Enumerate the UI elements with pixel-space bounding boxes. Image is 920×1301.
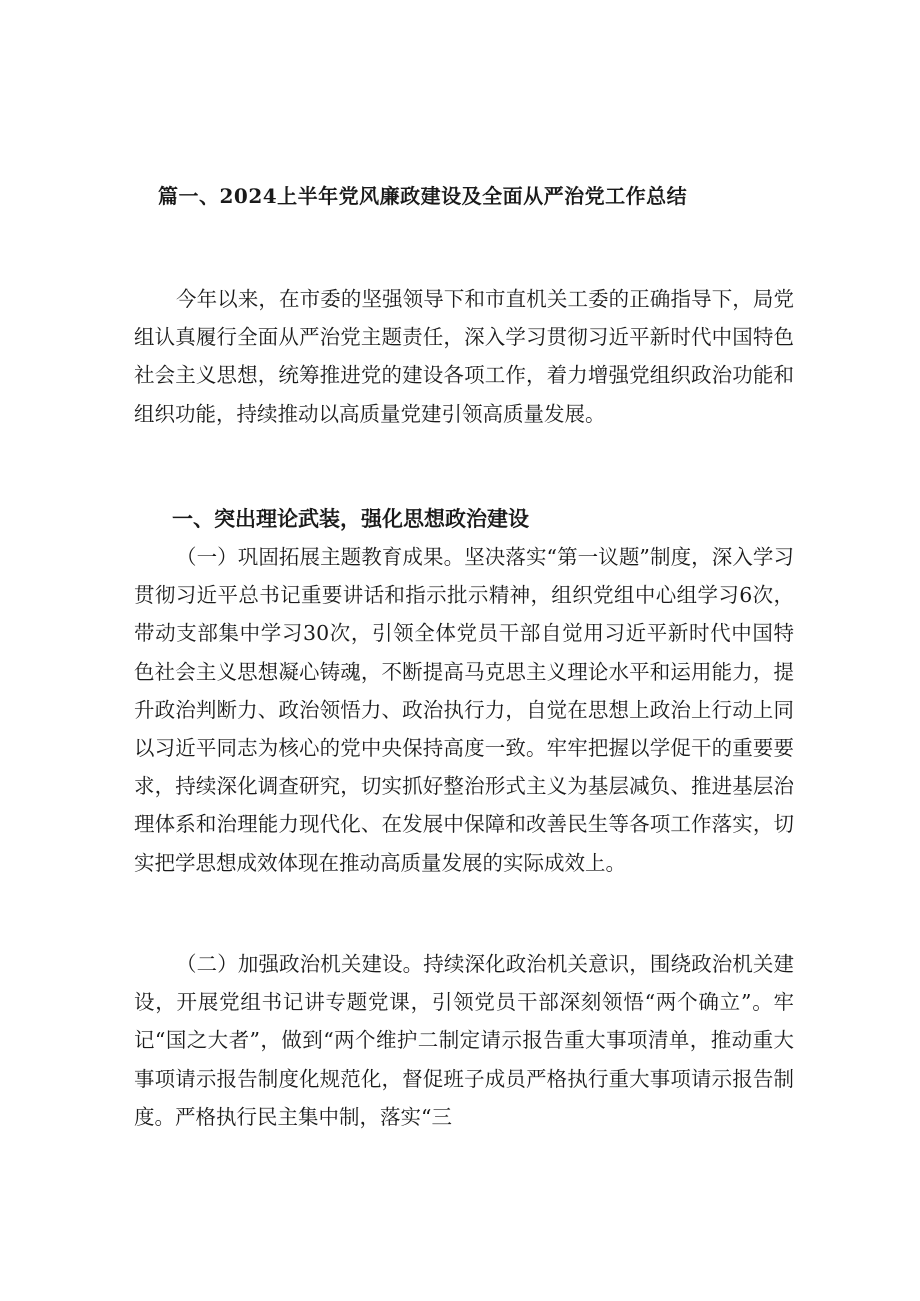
section-paragraph-1: （一）巩固拓展主题教育成果。坚决落实“第一议题”制度，深入学习贯彻习近平总书记重要讲话和指示批示精神，组织党组中心组学习6次，带动支部集中学习30次，引领全体党员干部自觉用习近平新时代中国特色社会主义思想凝心铸魂，不断提高马克思主义理论水平和运用能力，提升政治判断力、政治领悟力、政治执行力，自觉在思想上政治上行动上同以习近平同志为核心的党中央保持高度一致。牢牢把握以学促干的重要要求，持续深化调查研究，切实抓好整治形式主义为基层减负、推进基层治理体系和治理能力现代化、在发展中保障和改善民生等各项工作落实，切实把学思想成效体现在推动高质量发展的实际成效上。 — [134, 545, 794, 875]
document-title: 篇一、2024上半年党风廉政建设及全面从严治党工作总结 — [158, 184, 688, 208]
section-heading: 一、突出理论武装，强化思想政治建设 — [172, 507, 529, 531]
section-paragraph-2: （二）加强政治机关建设。持续深化政治机关意识，围绕政治机关建设，开展党组书记讲专题党课，引领党员干部深刻领悟“两个确立”。牢记“国之大者”，做到“两个维护二制定请示报告重大事项清单，推动重大事项请示报告制度化规范化，督促班子成员严格执行重大事项请示报告制度。严格执行民主集中制，落实“三 — [134, 952, 794, 1129]
intro-paragraph: 今年以来，在市委的坚强领导下和市直机关工委的正确指导下，局党组认真履行全面从严治党主题责任，深入学习贯彻习近平新时代中国特色社会主义思想，统筹推进党的建设各项工作，着力增强党组织政治功能和组织功能，持续推动以高质量党建引领高质量发展。 — [134, 287, 794, 426]
